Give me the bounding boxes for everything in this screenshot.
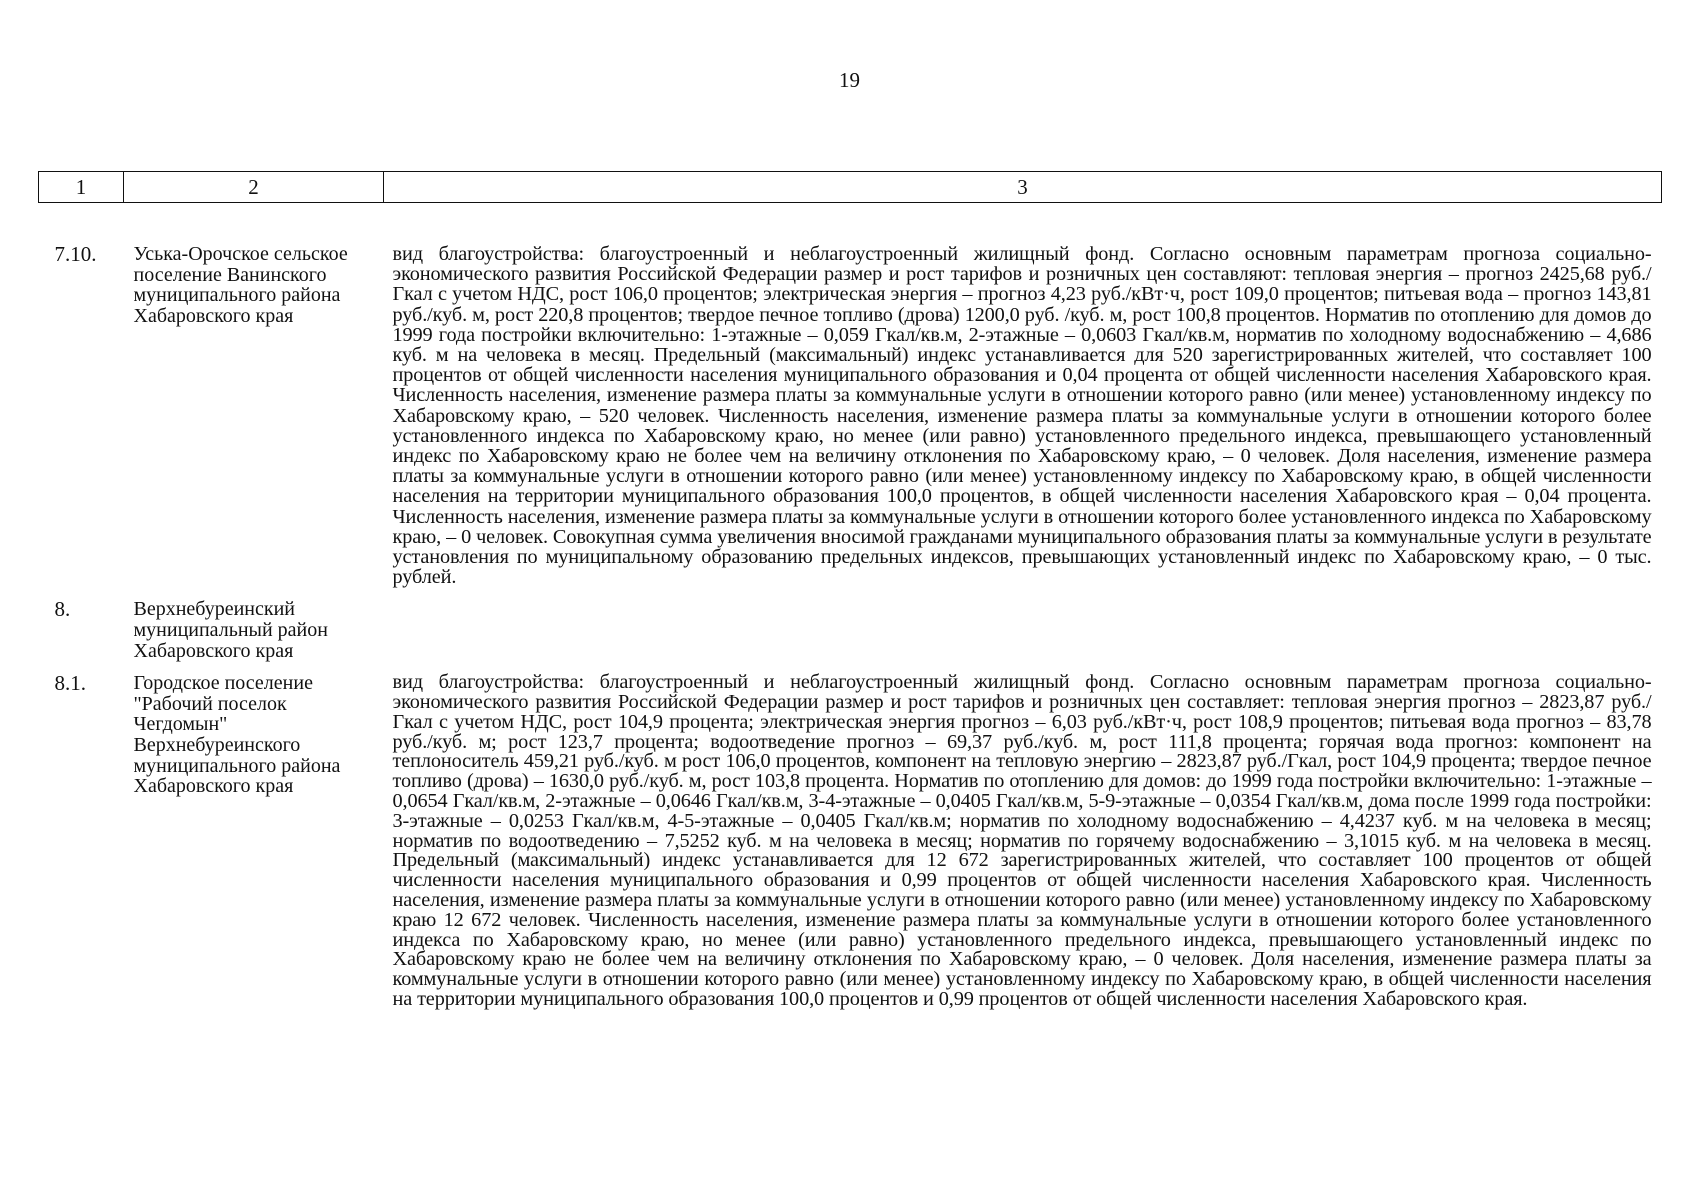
table-header-row bbox=[39, 172, 1662, 203]
table-row bbox=[39, 203, 1662, 588]
row-number: 8.1. bbox=[54, 671, 86, 696]
municipality-name: Городское поселение "Рабочий поселок Чегдомын" Верхнебуреинского муниципального района Хабаровского края bbox=[133, 672, 341, 798]
column-header-2: 2 bbox=[124, 172, 384, 203]
row-description: вид благоустройства: благоустроенный и неблагоустроенный жилищный фонд. Согласно основным параметрам прогноза социально-экономического развития Российской Федерации размер и рост тарифов и розничных цен составляет: тепловая энергия прогноз – 2823,87 руб./Гкал с учетом НДС, рост 104,9 процента; электрическая энергия прогноз – 6,03 руб./кВт·ч, рост 108,9 процентов; питьевая вода прогноз – 83,78 руб./куб. м; рост 123,7 процента; водоотведение прогноз – 69,37 руб./куб. м, рост 111,8 процента; горячая вода прогноз: компонент на теплоноситель 459,21 руб./куб. м рост 106,0 процентов, компонент на тепловую энергию – 2823,87 руб./Гкал, рост 104,9 процента; твердое печное топливо (дрова) – 1630,0 руб./куб. м, рост 103,8 процента. Норматив по отоплению для домов: до 1999 года постройки включительно: 1-этажные – 0,0654 Гкал/кв.м, 2-этажные – 0,0646 Гкал/кв.м, 3-4-этажные – 0,0405 Гкал/кв.м, 5-9-этажные – 0,0354 Гкал/кв.м, дома после 1999 года постройки: 3-этажные – 0,0253 Гкал/кв.м, 4-5-этажные – 0,0405 Гкал/кв.м; норматив по холодному водоснабжению – 4,4237 куб. м на человека в месяц; норматив по водоотведению – 7,5252 куб. м на человека в месяц; норматив по горячему водоснабжению – 3,1015 куб. м на человека в месяц. Предельный (максимальный) индекс устанавливается для 12 672 зарегистрированных жителей, что составляет 100 процентов от общей численности населения муниципального образования и 0,99 процентов от общей численности населения Хабаровского края. Численность населения, изменение размера платы за коммунальные услуги в отношении которого равно (или менее) установленному индексу по Хабаровскому краю 12 672 человек. Численность населения, изменение размера платы за коммунальные услуги в отношении которого более установленного индекса по Хабаровскому краю, но менее (или равно) установленного предельного индекса, превышающего установленный индекс по Хабаровскому краю не более чем на величину отклонения по Хабаровскому краю, – 0 человек. Доля населения, изменение размера платы за коммунальные услуги в отношении которого равно (или менее) установленному индексу по Хабаровскому краю, в общей численности населения на территории муниципального образования 100,0 процентов и 0,99 процентов от общей численности населения Хабаровского края. bbox=[392, 671, 1652, 1010]
tariff-table bbox=[38, 171, 1662, 1010]
table-row bbox=[39, 661, 1662, 1010]
row-description: вид благоустройства: благоустроенный и неблагоустроенный жилищный фонд. Согласно основным параметрам прогноза социально-экономического развития Российской Федерации размер и рост тарифов и розничных цен составляют: тепловая энергия – прогноз 2425,68 руб./Гкал с учетом НДС, рост 106,0 процентов; электрическая энергия – прогноз 4,23 руб./кВт·ч, рост 109,0 процентов; питьевая вода – прогноз 143,81 руб./куб. м, рост 220,8 процентов; твердое печное топливо (дрова) 1200,0 руб. /куб. м, рост 100,8 процентов. Норматив по отоплению для домов до 1999 года постройки включительно: 1-этажные – 0,059 Гкал/кв.м, 2-этажные – 0,0603 Гкал/кв.м, норматив по холодному водоснабжению – 4,686 куб. м на человека в месяц. Предельный (максимальный) индекс устанавливается для 520 зарегистрированных жителей, что составляет 100 процентов от общей численности населения муниципального образования и 0,04 процента от общей численности населения Хабаровского края. Численность населения, изменение размера платы за коммунальные услуги в отношении которого равно (или менее) установленному индексу по Хабаровскому краю, – 520 человек. Численность населения, изменение размера платы за коммунальные услуги в отношении которого более установленного индекса по Хабаровскому краю, но менее (или равно) установленного предельного индекса, превышающего установленный индекс по Хабаровскому краю не более чем на величину отклонения по Хабаровскому краю, – 0 человек. Доля населения, изменение размера платы за коммунальные услуги в отношении которого равно (или менее) установленному индексу по Хабаровскому краю, в общей численности населения на территории муниципального образования 100,0 процентов, в общей численности населения Хабаровского края – 0,04 процента. Численность населения, изменение размера платы за коммунальные услуги в отношении которого более установленного индекса по Хабаровскому краю, – 0 человек. Совокупная сумма увеличения вносимой гражданами муниципального образования платы за коммунальные услуги в результате установления по муниципальному образованию предельных индексов, превышающих установленный индекс по Хабаровскому краю, – 0 тыс. рублей. bbox=[392, 243, 1652, 589]
municipality-name: Уська-Орочское сельское поселение Ванинского муниципального района Хабаровского края bbox=[133, 243, 348, 327]
column-header-3: 3 bbox=[384, 172, 1662, 203]
row-number: 8. bbox=[54, 597, 71, 622]
row-description bbox=[384, 587, 1662, 661]
row-number: 7.10. bbox=[54, 242, 97, 266]
municipality-name: Верхнебуреинский муниципальный район Хабаровского края bbox=[133, 598, 328, 662]
column-header-1: 1 bbox=[39, 172, 124, 203]
page-number: 19 bbox=[839, 68, 860, 92]
table-row bbox=[39, 587, 1662, 661]
